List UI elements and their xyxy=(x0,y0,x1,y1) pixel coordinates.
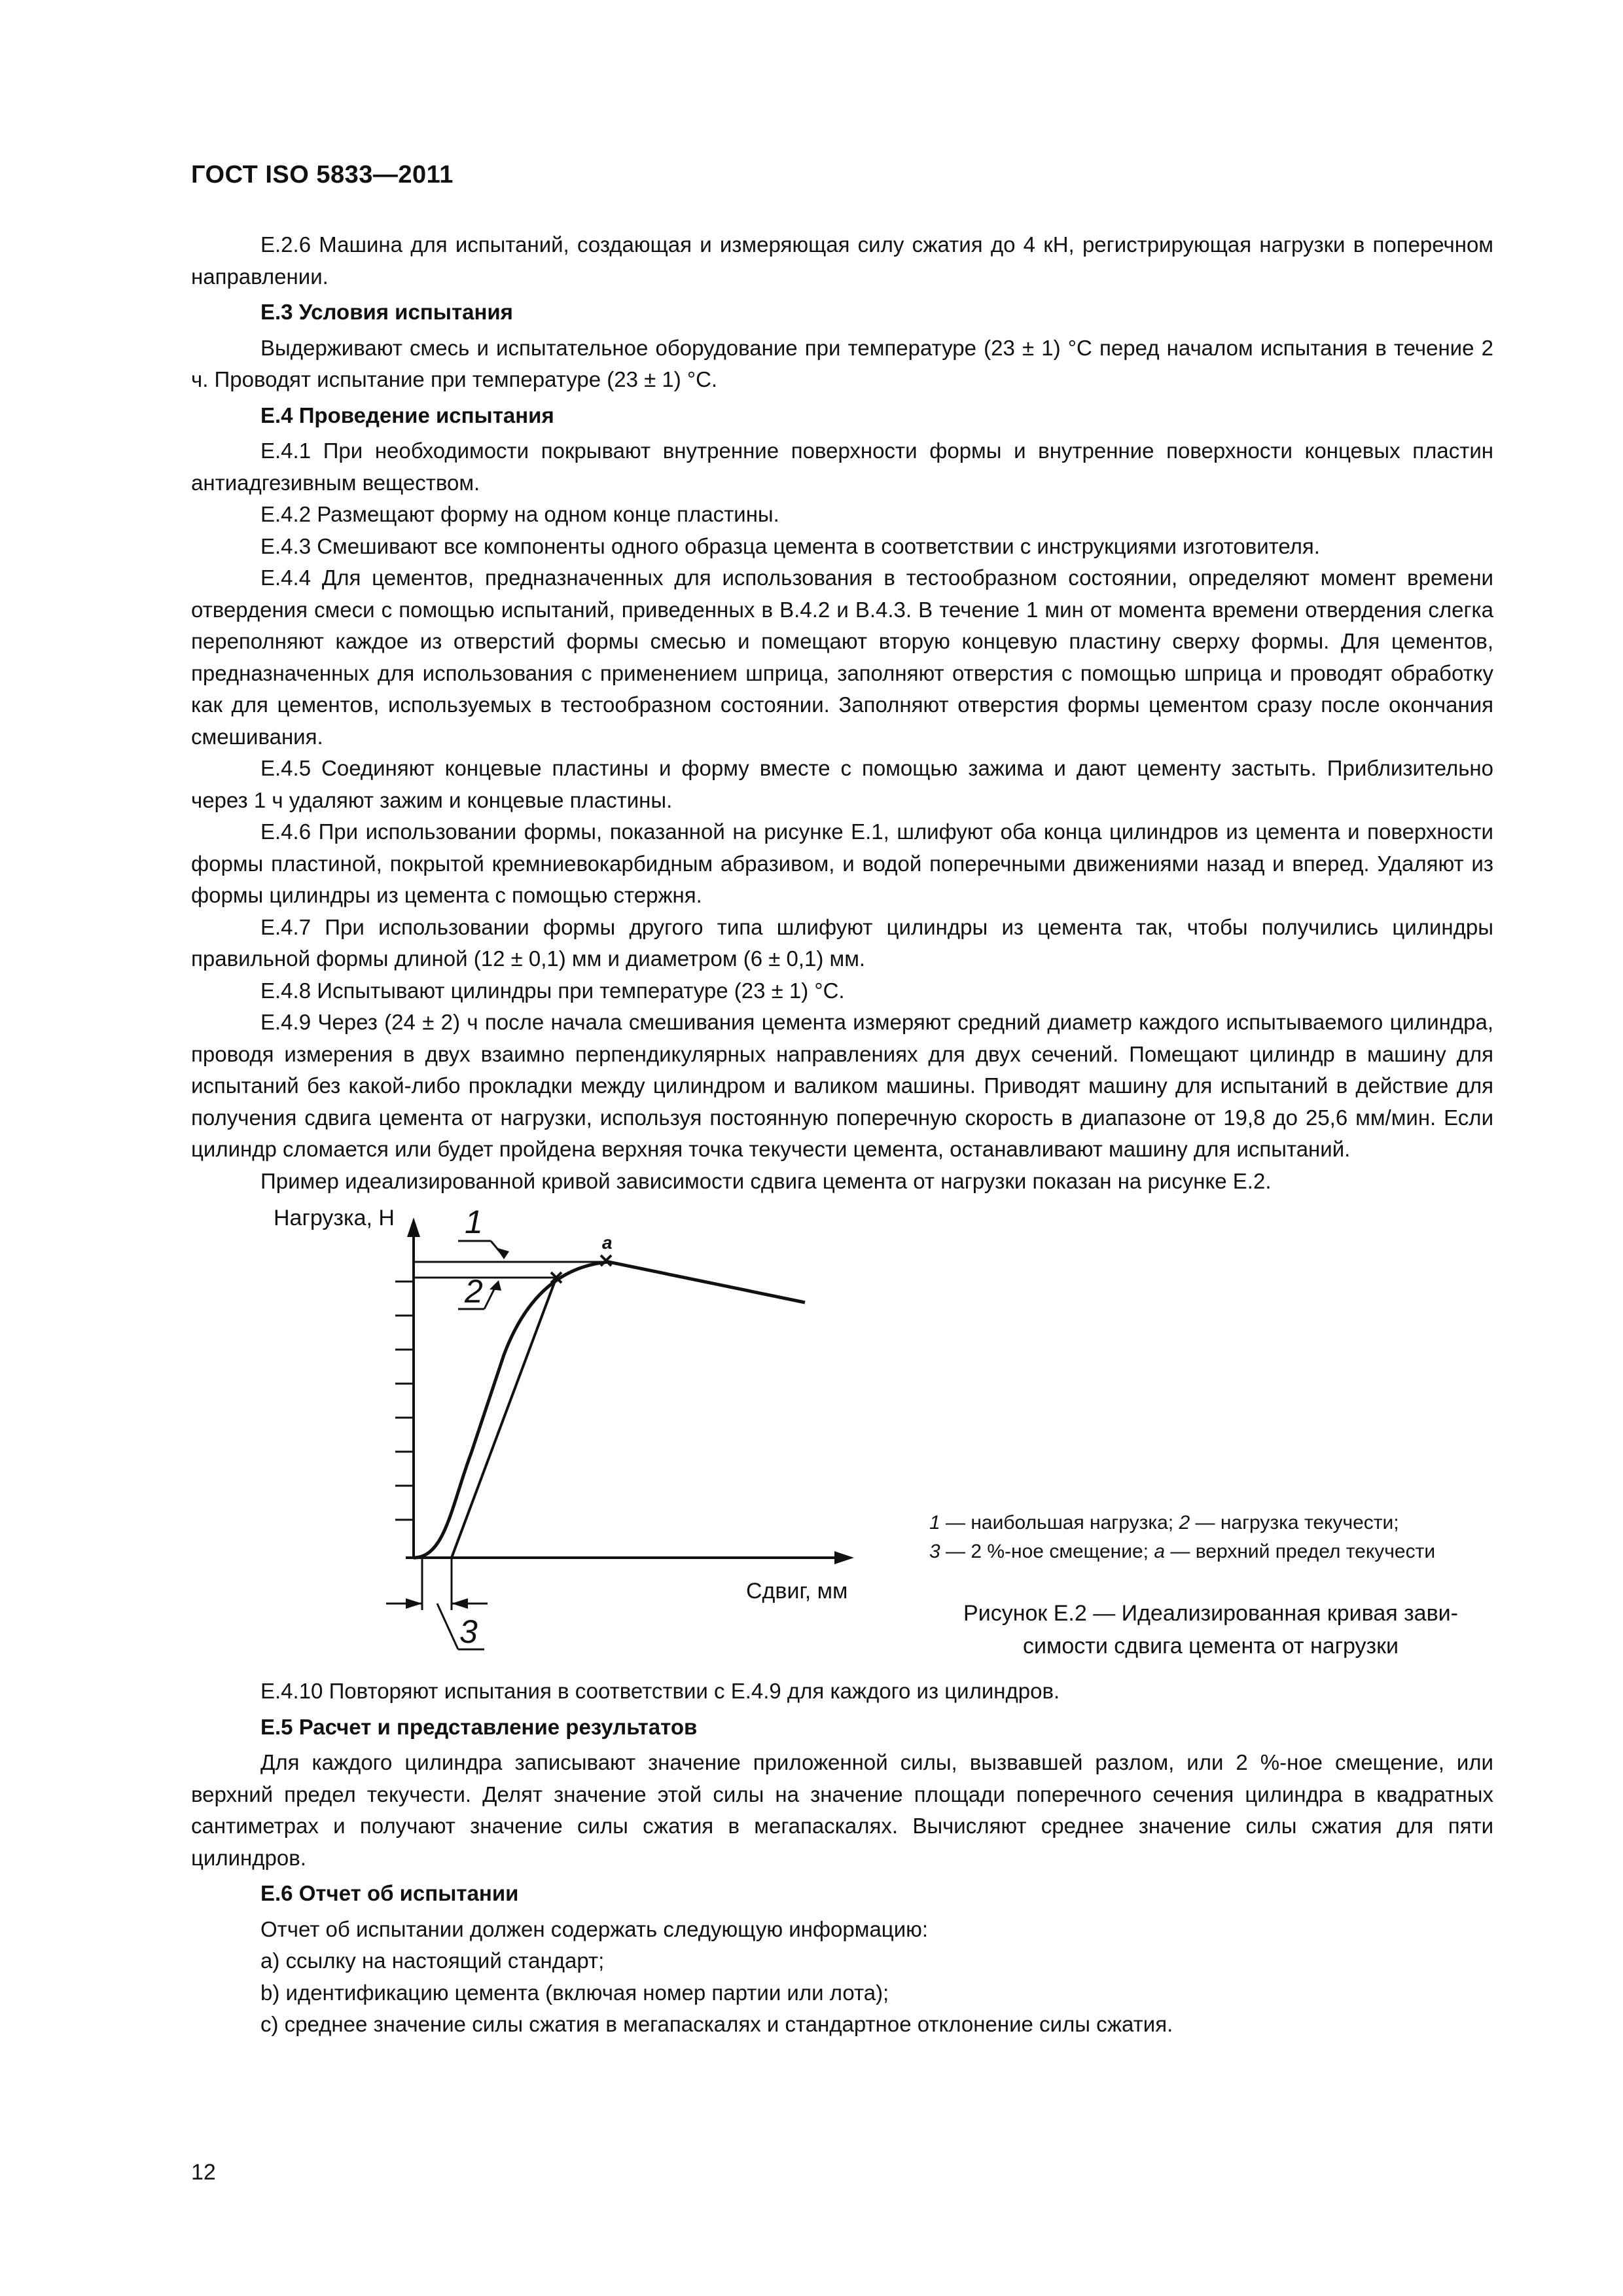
x-axis-label: Сдвиг, мм xyxy=(746,1579,848,1604)
heading-e4: E.4 Проведение испытания xyxy=(260,403,554,427)
callout-3-leader xyxy=(437,1604,458,1649)
paragraph-e47: E.4.7 При использовании формы другого типа шлифуют цилиндры из цемента так, чтобы получились цилиндры правильной формы длиной (12 ± 0,1) мм и диаметром (6 ± 0,1) мм. xyxy=(191,914,1493,971)
list-item: b) идентификацию цемента (включая номер партии или лота); xyxy=(260,1980,889,2005)
paragraph-e42: E.4.2 Размещают форму на одном конце пластины. xyxy=(260,502,779,526)
document-header: ГОСТ ISO 5833—2011 xyxy=(191,161,454,188)
paragraph-e26: E.2.6 Машина для испытаний, создающая и измеряющая силу сжатия до 4 кН, регистрирующая нагрузки в поперечном направлении. xyxy=(191,232,1493,289)
figure-legend xyxy=(929,1509,1492,1566)
heading-e6: E.6 Отчет об испытании xyxy=(260,1881,519,1905)
heading-e5: E.5 Расчет и представление результатов xyxy=(260,1714,698,1739)
paragraph-e45: E.4.5 Соединяют концевые пластины и форму вместе с помощью зажима и дают цементу застыть. Приблизительно через 1 ч удаляют зажим и концевые пластины. xyxy=(191,756,1493,812)
paragraph-e44: E.4.4 Для цементов, предназначенных для использования в тестообразном состоянии, определяют момент времени отвердения смеси с помощью испытаний, приведенных в В.4.2 и В.4.3. В течение 1 мин от момента времени отвердения слегка переполняют каждое из отверстий формы смесью и помещают вторую концевую пластину сверху формы. Для цементов, предназначенных для использования с применением шприца, заполняют отверстия с помощью шприца и проводят обработку как для цементов, используемых в тестообразном состоянии. Заполняют отверстия формы цементом сразу после окончания смешивания. xyxy=(191,565,1493,749)
paragraph-e41: E.4.1 При необходимости покрывают внутренние поверхности формы и внутренние поверхности концевых пластин антиадгезивным веществом. xyxy=(191,439,1493,495)
caption-line-2: симости сдвига цемента от нагрузки xyxy=(1022,1634,1399,1659)
heading-e3: E.3 Условия испытания xyxy=(260,300,513,324)
paragraph-e46: E.4.6 При использовании формы, показанной на рисунке E.1, шлифуют оба конца цилиндров из цемента и поверхности формы пластиной, покрытой кремниевокарбидным абразивом, и водой поперечными движениями назад и вперед. Удаляют из формы цилиндры из цемента с помощью стержня. xyxy=(191,819,1493,907)
document-body-continued xyxy=(191,1676,1493,2041)
callout-3-label: 3 xyxy=(459,1613,478,1650)
figure-caption xyxy=(929,1597,1492,1662)
legend-line-1: 1 — наибольшая нагрузка; 2 — нагрузка текучести; xyxy=(929,1512,1399,1534)
list-item: a) ссылку на настоящий стандарт; xyxy=(260,1948,605,1973)
point-a-label: a xyxy=(602,1232,613,1253)
y-axis-ticks xyxy=(395,1282,414,1520)
paragraph-e49-example: Пример идеализированной кривой зависимости сдвига цемента от нагрузки показан на рисунке E.2. xyxy=(260,1168,1272,1193)
paragraph-e3: Выдерживают смесь и испытательное оборудование при температуре (23 ± 1) °С перед началом испытания в течение 2 ч. Проводят испытание при температуре (23 ± 1) °С. xyxy=(191,335,1493,391)
callout-1-label: 1 xyxy=(465,1204,483,1240)
y-axis-arrowhead xyxy=(407,1217,420,1237)
callout-2-label: 2 xyxy=(465,1273,483,1310)
paragraph-e48: E.4.8 Испытывают цилиндры при температуре (23 ± 1) °С. xyxy=(260,978,845,1003)
offset-line xyxy=(452,1278,556,1558)
y-axis-label: Нагрузка, Н xyxy=(274,1206,395,1230)
caption-line-1: Рисунок E.2 — Идеализированная кривая зави- xyxy=(963,1601,1458,1626)
list-item: c) среднее значение силы сжатия в мегапаскалях и стандартное отклонение силы сжатия. xyxy=(260,2012,1173,2036)
x-axis-arrowhead xyxy=(834,1551,854,1564)
paragraph-e5: Для каждого цилиндра записывают значение приложенной силы, вызвавшей разлом, или 2 %-ное смещение, или верхний предел текучести. Делят значение этой силы на значение площади поперечного сечения цилиндра в квадратных сантиметрах и получают значение силы сжатия в мегапаскалях. Вычисляют среднее значение силы сжатия для пяти цилиндров. xyxy=(191,1750,1493,1870)
paragraph-e49: E.4.9 Через (24 ± 2) ч после начала смешивания цемента измеряют средний диаметр каждого испытываемого цилиндра, проводя измерения в двух взаимно перпендикулярных направлениях для двух сечений. Помещают цилиндр в машину для испытаний без какой-либо прокладки между цилиндром и валиком машины. Приводят машину для испытаний в действие для получения сдвига цемента от нагрузки, используя постоянную поперечную скорость в диапазоне от 19,8 до 25,6 мм/мин. Если цилиндр сломается или будет пройдена верхняя точка текучести цемента, останавливают машину для испытаний. xyxy=(191,1010,1493,1161)
page-number: 12 xyxy=(191,2160,216,2185)
document-body xyxy=(191,229,1493,1197)
paragraph-e410: E.4.10 Повторяют испытания в соответствии с E.4.9 для каждого из цилиндров. xyxy=(260,1679,1060,1703)
paragraph-e6-intro: Отчет об испытании должен содержать следующую информацию: xyxy=(260,1916,929,1941)
legend-line-2: 3 — 2 %-ное смещение; a — верхний предел текучести xyxy=(929,1541,1436,1562)
paragraph-e43: E.4.3 Смешивают все компоненты одного образца цемента в соответствии с инструкциями изготовителя. xyxy=(260,533,1320,558)
